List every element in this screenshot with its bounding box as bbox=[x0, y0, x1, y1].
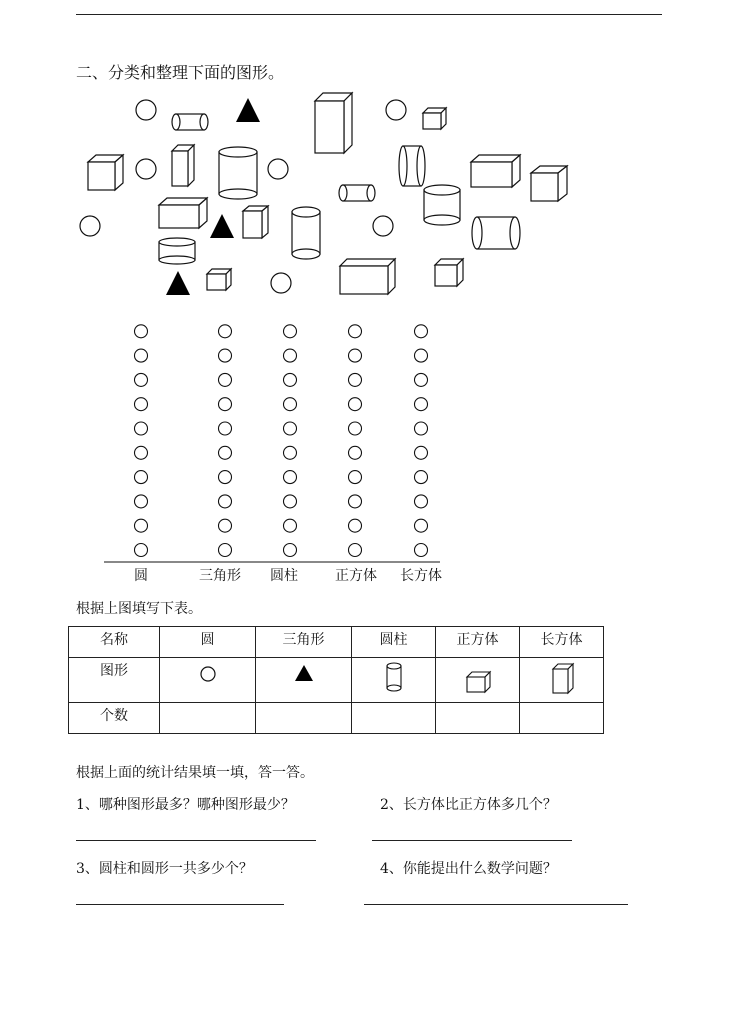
shape-cell bbox=[160, 658, 256, 703]
fill-table-instruction: 根据上图填写下表。 bbox=[76, 601, 202, 617]
tally-circle[interactable] bbox=[415, 398, 428, 411]
tally-circle[interactable] bbox=[349, 495, 362, 508]
shape-cell bbox=[520, 658, 604, 703]
tally-circle[interactable] bbox=[135, 544, 148, 557]
tally-circle[interactable] bbox=[284, 325, 297, 338]
circle-icon bbox=[136, 100, 156, 120]
tally-circle[interactable] bbox=[284, 471, 297, 484]
cylinder-icon bbox=[339, 185, 375, 201]
tally-circle[interactable] bbox=[135, 349, 148, 362]
tally-circle[interactable] bbox=[415, 349, 428, 362]
cuboid-icon bbox=[315, 93, 352, 153]
tally-circle[interactable] bbox=[349, 446, 362, 459]
count-input-cell[interactable] bbox=[352, 703, 436, 734]
tally-circle[interactable] bbox=[135, 373, 148, 386]
tally-circle[interactable] bbox=[284, 373, 297, 386]
triangle-icon bbox=[236, 98, 260, 122]
header-cell: 名称 bbox=[69, 627, 160, 658]
cuboid-icon bbox=[340, 259, 395, 294]
category-label-circle: 圆 bbox=[134, 568, 148, 584]
triangle-icon bbox=[166, 271, 190, 295]
answer-line-2[interactable] bbox=[372, 840, 572, 841]
category-label-cylinder: 圆柱 bbox=[270, 568, 298, 584]
count-input-cell[interactable] bbox=[520, 703, 604, 734]
questions-intro: 根据上面的统计结果填一填，答一答。 bbox=[76, 765, 314, 781]
answer-line-1[interactable] bbox=[76, 840, 316, 841]
cuboid-icon bbox=[172, 145, 194, 186]
tally-circle[interactable] bbox=[219, 544, 232, 557]
tally-circle[interactable] bbox=[219, 349, 232, 362]
tally-circle[interactable] bbox=[135, 398, 148, 411]
tally-circle[interactable] bbox=[135, 519, 148, 532]
circle-icon bbox=[386, 100, 406, 120]
tally-circle[interactable] bbox=[219, 398, 232, 411]
triangle-icon bbox=[210, 214, 234, 238]
tally-circle[interactable] bbox=[415, 446, 428, 459]
table-count-row bbox=[69, 703, 604, 734]
tally-circle[interactable] bbox=[284, 519, 297, 532]
row-label: 图形 bbox=[69, 658, 160, 703]
top-rule bbox=[76, 14, 662, 15]
tally-circle[interactable] bbox=[349, 349, 362, 362]
tally-circle[interactable] bbox=[135, 325, 148, 338]
cylinder-icon bbox=[219, 147, 257, 199]
circle-icon bbox=[136, 159, 156, 179]
tally-circle[interactable] bbox=[219, 495, 232, 508]
tally-circle[interactable] bbox=[135, 495, 148, 508]
answer-line-3[interactable] bbox=[76, 904, 284, 905]
cuboid-icon bbox=[547, 658, 577, 698]
tally-circle[interactable] bbox=[349, 519, 362, 532]
cube-icon bbox=[243, 206, 268, 238]
table-shape-row bbox=[69, 658, 604, 703]
circle-icon bbox=[80, 216, 100, 236]
tally-circle[interactable] bbox=[284, 422, 297, 435]
tally-circle[interactable] bbox=[219, 422, 232, 435]
cube-icon bbox=[207, 269, 231, 290]
tally-circle[interactable] bbox=[135, 446, 148, 459]
cylinder-icon bbox=[472, 217, 520, 249]
question-3: 3、圆柱和圆形一共多少个？ bbox=[76, 861, 253, 877]
cylinder-icon bbox=[399, 146, 425, 186]
tally-circle[interactable] bbox=[219, 519, 232, 532]
shapes-picture bbox=[0, 85, 737, 310]
header-cell: 圆柱 bbox=[352, 627, 436, 658]
cylinder-icon bbox=[159, 238, 195, 264]
tally-circle[interactable] bbox=[415, 422, 428, 435]
triangle-icon bbox=[292, 658, 316, 688]
shape-cell bbox=[256, 658, 352, 703]
shape-cell bbox=[352, 658, 436, 703]
category-label-cube: 正方体 bbox=[335, 568, 377, 584]
cube-icon bbox=[531, 166, 567, 201]
tally-circle[interactable] bbox=[284, 446, 297, 459]
cylinder-icon bbox=[382, 658, 406, 694]
question-4: 4、你能提出什么数学问题？ bbox=[380, 861, 557, 877]
header-cell: 长方体 bbox=[520, 627, 604, 658]
circle-icon bbox=[373, 216, 393, 236]
tally-circle[interactable] bbox=[415, 544, 428, 557]
tally-circle[interactable] bbox=[349, 373, 362, 386]
tally-circle[interactable] bbox=[219, 471, 232, 484]
count-input-cell[interactable] bbox=[436, 703, 520, 734]
tally-circle[interactable] bbox=[415, 373, 428, 386]
tally-circle[interactable] bbox=[415, 495, 428, 508]
circle-icon bbox=[271, 273, 291, 293]
circle-icon bbox=[268, 159, 288, 179]
tally-circle[interactable] bbox=[349, 544, 362, 557]
count-input-cell[interactable] bbox=[160, 703, 256, 734]
tally-circle[interactable] bbox=[284, 495, 297, 508]
cuboid-icon bbox=[471, 155, 520, 187]
tally-circle[interactable] bbox=[219, 325, 232, 338]
circle-icon bbox=[196, 658, 220, 688]
cylinder-icon bbox=[424, 185, 460, 225]
question-2: 2、长方体比正方体多几个？ bbox=[380, 797, 557, 813]
tally-table bbox=[68, 626, 604, 734]
tally-circle[interactable] bbox=[415, 519, 428, 532]
header-cell: 三角形 bbox=[256, 627, 352, 658]
question-1: 1、哪种图形最多？哪种图形最少？ bbox=[76, 797, 295, 813]
tally-circle[interactable] bbox=[349, 325, 362, 338]
cylinder-icon bbox=[292, 207, 320, 259]
tally-chart bbox=[0, 318, 737, 568]
tally-circle[interactable] bbox=[349, 471, 362, 484]
tally-circle[interactable] bbox=[284, 398, 297, 411]
shape-cell bbox=[436, 658, 520, 703]
cube-icon bbox=[88, 155, 123, 190]
cube-icon bbox=[463, 658, 493, 698]
tally-circle[interactable] bbox=[415, 471, 428, 484]
tally-circle[interactable] bbox=[219, 446, 232, 459]
tally-circle[interactable] bbox=[415, 325, 428, 338]
cuboid-icon bbox=[159, 198, 207, 228]
count-input-cell[interactable] bbox=[256, 703, 352, 734]
section-title: 二、分类和整理下面的图形。 bbox=[76, 63, 285, 82]
tally-circle[interactable] bbox=[284, 349, 297, 362]
tally-circle[interactable] bbox=[349, 398, 362, 411]
header-cell: 圆 bbox=[160, 627, 256, 658]
tally-circle[interactable] bbox=[135, 422, 148, 435]
cylinder-icon bbox=[172, 114, 208, 130]
tally-circle[interactable] bbox=[219, 373, 232, 386]
tally-circle[interactable] bbox=[135, 471, 148, 484]
category-label-cuboid: 长方体 bbox=[400, 568, 442, 584]
row-label: 个数 bbox=[69, 703, 160, 734]
tally-circle[interactable] bbox=[284, 544, 297, 557]
tally-circle[interactable] bbox=[349, 422, 362, 435]
answer-line-4[interactable] bbox=[364, 904, 628, 905]
table-header-row bbox=[69, 627, 604, 658]
header-cell: 正方体 bbox=[436, 627, 520, 658]
cube-icon bbox=[435, 259, 463, 286]
cube-icon bbox=[423, 108, 446, 129]
category-label-triangle: 三角形 bbox=[199, 568, 241, 584]
